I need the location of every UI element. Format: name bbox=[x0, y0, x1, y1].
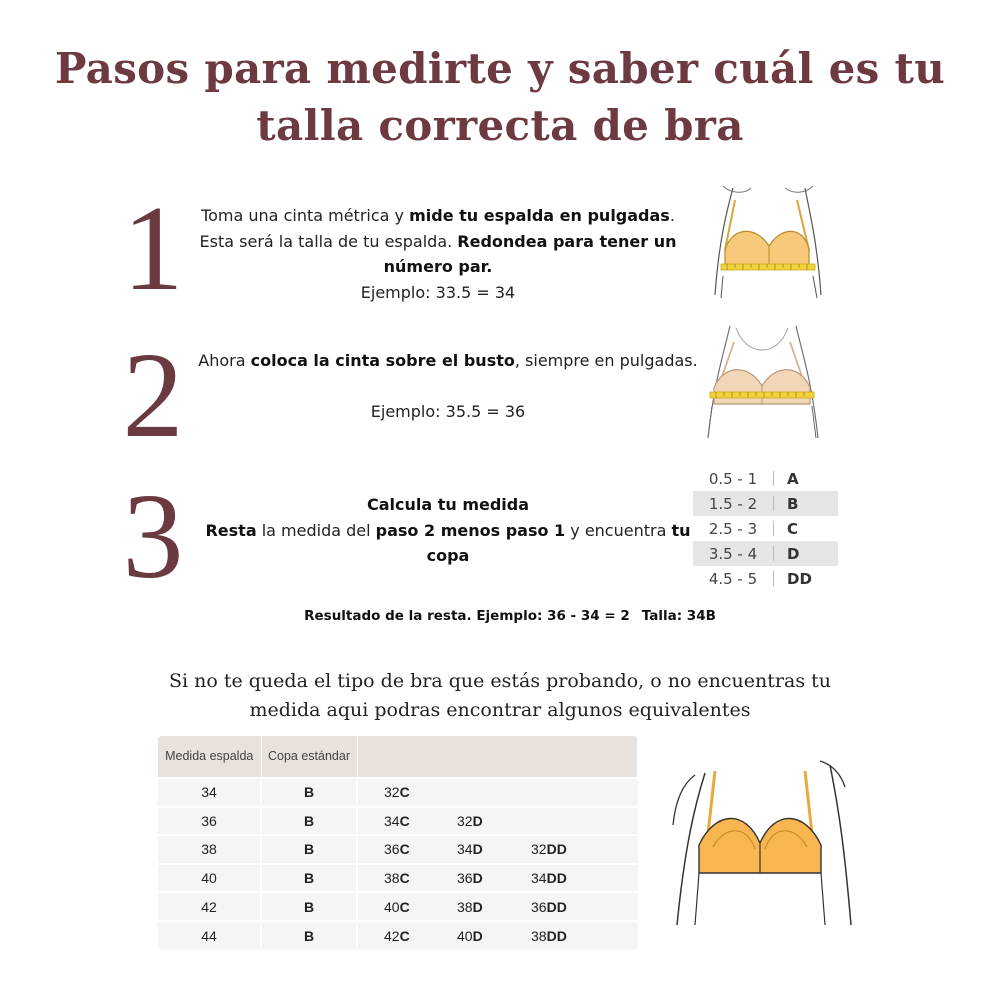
table-row bbox=[158, 892, 638, 921]
table-row bbox=[158, 835, 638, 864]
step-2-example: Ejemplo: 35.5 = 36 bbox=[370, 402, 526, 421]
equivalent-size-cell bbox=[505, 778, 579, 807]
step-3-part-bold: tu copa bbox=[426, 520, 691, 565]
cup-range: 2.5 - 3 bbox=[708, 519, 758, 538]
cup-letter: A bbox=[787, 469, 799, 488]
step-3-heading: Calcula tu medida bbox=[366, 495, 530, 514]
cup-range: 3.5 - 4 bbox=[708, 544, 758, 563]
standard-cup-cell: B bbox=[261, 921, 357, 950]
equivalent-band: 38 bbox=[384, 870, 400, 887]
equivalent-band: 36 bbox=[384, 841, 400, 858]
back-size-cell: 34 bbox=[158, 778, 261, 807]
cup-letter: B bbox=[787, 494, 799, 513]
standard-cup-cell: B bbox=[261, 807, 357, 836]
equivalent-size-cell bbox=[431, 864, 505, 893]
table-row bbox=[158, 921, 638, 950]
equivalent-band: 32 bbox=[531, 841, 547, 858]
step-2-part-bold: coloca la cinta sobre el busto bbox=[250, 351, 515, 370]
equivalent-cup: DD bbox=[546, 870, 567, 887]
padding-cell bbox=[579, 864, 638, 893]
equivalent-size-cell bbox=[357, 778, 431, 807]
cup-range: 1.5 - 2 bbox=[708, 494, 758, 513]
table-row bbox=[158, 807, 638, 836]
page-title: Pasos para medirte y saber cuál es tu talla correcta de bra bbox=[54, 44, 946, 150]
result-example bbox=[250, 608, 770, 624]
bra-bust-measure-illustration bbox=[700, 322, 825, 442]
table-row bbox=[158, 864, 638, 893]
header-standard-cup: Copa estándar bbox=[261, 736, 357, 778]
padding-cell bbox=[579, 921, 638, 950]
cup-size-table bbox=[693, 466, 838, 591]
equivalent-size-cell bbox=[431, 892, 505, 921]
padding-cell bbox=[579, 892, 638, 921]
equivalents-subtitle: Si no te queda el tipo de bra que estás probando, o no encuentras tu medida aqui podras encontrar algunos equivalentes bbox=[169, 670, 831, 721]
standard-cup-cell: B bbox=[261, 778, 357, 807]
equivalent-size-cell bbox=[357, 835, 431, 864]
step-3-part: y encuentra bbox=[565, 520, 672, 540]
bra-back-measure-illustration bbox=[705, 180, 830, 300]
equivalent-size-cell bbox=[505, 864, 579, 893]
equivalent-cup: C bbox=[399, 870, 410, 887]
step-1-part-bold: mide tu espalda en pulgadas bbox=[409, 206, 670, 225]
equivalent-band: 34 bbox=[384, 812, 400, 829]
step-1-part-bold: Redondea para tener un número par. bbox=[383, 231, 677, 276]
cup-row bbox=[693, 516, 838, 541]
equivalent-cup: C bbox=[399, 841, 410, 858]
equivalent-cup: C bbox=[399, 898, 410, 915]
equivalent-size-cell bbox=[357, 807, 431, 836]
cup-row bbox=[693, 541, 838, 566]
back-size-cell: 42 bbox=[158, 892, 261, 921]
back-size-cell: 40 bbox=[158, 864, 261, 893]
equivalent-size-cell bbox=[357, 892, 431, 921]
equivalent-size-cell bbox=[505, 892, 579, 921]
cup-range: 0.5 - 1 bbox=[708, 469, 758, 488]
table-header-row bbox=[158, 736, 638, 778]
equivalent-band: 36 bbox=[531, 898, 547, 915]
equivalent-cup: C bbox=[399, 812, 410, 829]
equivalent-band: 32 bbox=[384, 784, 400, 801]
equivalent-cup: C bbox=[399, 784, 410, 801]
result-size: Talla: 34B bbox=[641, 608, 716, 624]
step-3-text bbox=[198, 492, 698, 569]
equivalent-band: 42 bbox=[384, 927, 400, 944]
back-size-cell: 44 bbox=[158, 921, 261, 950]
equivalent-cup: D bbox=[472, 870, 483, 887]
header-back-size: Medida espalda bbox=[158, 736, 261, 778]
cup-row bbox=[693, 466, 838, 491]
step-2-part: , siempre en pulgadas. bbox=[514, 351, 698, 370]
header-empty bbox=[357, 736, 638, 778]
standard-cup-cell: B bbox=[261, 864, 357, 893]
equivalent-size-cell bbox=[431, 807, 505, 836]
standard-cup-cell: B bbox=[261, 835, 357, 864]
equivalents-table bbox=[158, 736, 638, 950]
equivalent-band: 34 bbox=[457, 841, 473, 858]
padding-cell bbox=[579, 835, 638, 864]
step-3-part-bold: paso 2 menos paso 1 bbox=[375, 520, 566, 540]
equivalent-size-cell bbox=[505, 835, 579, 864]
padding-cell bbox=[579, 807, 638, 836]
cup-letter: C bbox=[787, 519, 799, 538]
step-1-example: Ejemplo: 33.5 = 34 bbox=[360, 282, 516, 302]
equivalent-band: 38 bbox=[457, 898, 473, 915]
table-row bbox=[158, 778, 638, 807]
cup-range: 4.5 - 5 bbox=[708, 569, 758, 588]
standard-cup-cell: B bbox=[261, 892, 357, 921]
equivalent-band: 38 bbox=[531, 927, 547, 944]
equivalent-cup: D bbox=[472, 927, 483, 944]
equivalent-size-cell bbox=[431, 778, 505, 807]
equivalent-band: 40 bbox=[457, 927, 473, 944]
cup-row bbox=[693, 491, 838, 516]
step-2-number: 2 bbox=[122, 328, 184, 463]
bra-illustration bbox=[655, 725, 865, 955]
equivalent-cup: D bbox=[472, 812, 483, 829]
equivalent-cup: DD bbox=[546, 841, 567, 858]
equivalent-cup: D bbox=[472, 898, 483, 915]
equivalent-size-cell bbox=[505, 921, 579, 950]
equivalent-band: 36 bbox=[457, 870, 473, 887]
step-1-text bbox=[188, 203, 688, 305]
equivalent-band: 40 bbox=[384, 898, 400, 915]
cup-row bbox=[693, 566, 838, 591]
back-size-cell: 36 bbox=[158, 807, 261, 836]
equivalent-size-cell bbox=[431, 835, 505, 864]
equivalent-size-cell bbox=[357, 921, 431, 950]
back-size-cell: 38 bbox=[158, 835, 261, 864]
step-1-part: . Esta será la talla de tu espalda. bbox=[199, 206, 675, 251]
equivalent-cup: DD bbox=[546, 898, 567, 915]
step-2-text bbox=[198, 348, 698, 425]
result-text: Resultado de la resta. Ejemplo: 36 - 34 = 2 bbox=[304, 608, 630, 624]
equivalent-cup: D bbox=[472, 841, 483, 858]
step-1-number: 1 bbox=[122, 181, 184, 316]
equivalent-band: 32 bbox=[457, 812, 473, 829]
equivalent-size-cell bbox=[357, 864, 431, 893]
step-3-part: la medida del bbox=[256, 520, 376, 540]
equivalent-size-cell bbox=[431, 921, 505, 950]
equivalent-size-cell bbox=[505, 807, 579, 836]
step-1-part: Toma una cinta métrica y bbox=[201, 206, 410, 225]
cup-letter: D bbox=[787, 544, 800, 563]
cup-letter: DD bbox=[787, 569, 812, 588]
step-2-part: Ahora bbox=[198, 351, 251, 370]
equivalent-band: 34 bbox=[531, 870, 547, 887]
equivalent-cup: DD bbox=[546, 927, 567, 944]
step-3-number: 3 bbox=[122, 469, 184, 604]
padding-cell bbox=[579, 778, 638, 807]
step-3-part-bold: Resta bbox=[205, 520, 257, 540]
equivalent-cup: C bbox=[399, 927, 410, 944]
